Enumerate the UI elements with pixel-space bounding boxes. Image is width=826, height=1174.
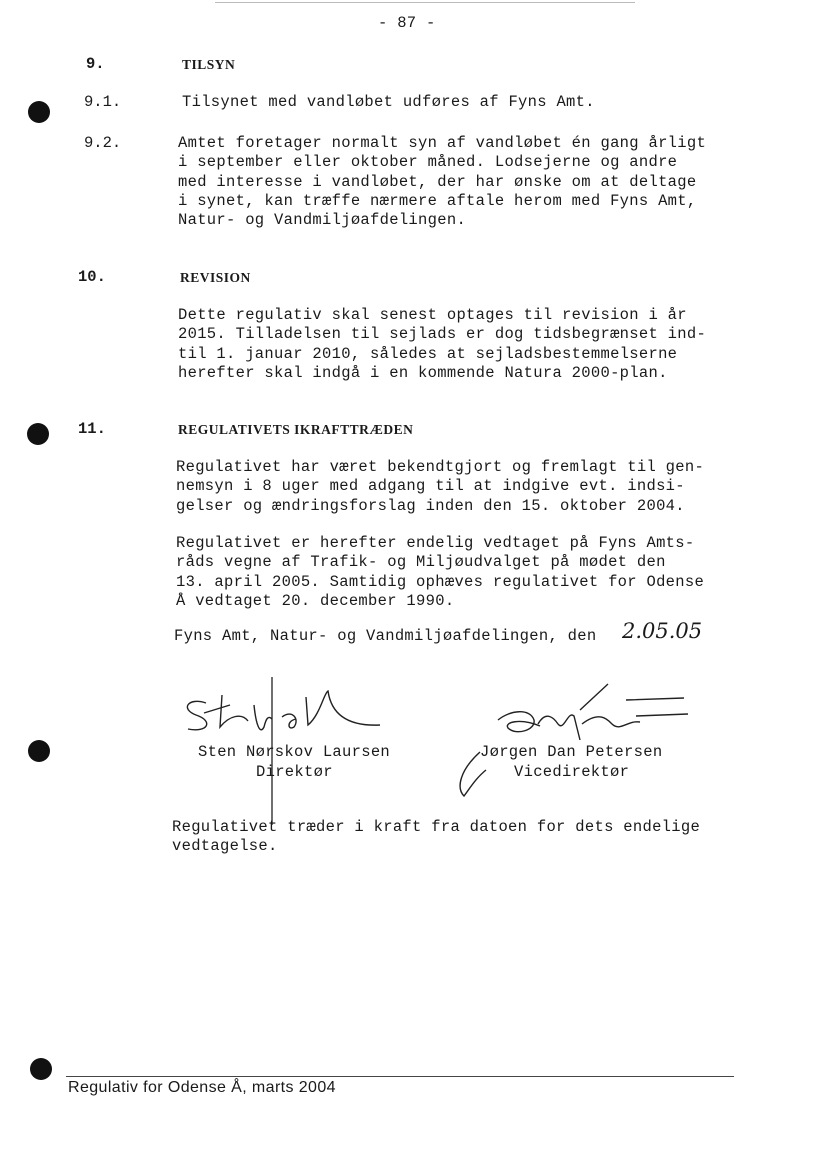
signatory-name: Sten Nørskov Laursen — [198, 743, 391, 761]
paragraph: Dette regulativ skal senest optages til revision i år 2015. Tilladelsen til sejlads er dog tidsbegrænset ind- til 1. januar 2010, således at sejladsbestemmelserne herefter skal indgå i en kommende Natura 2000-plan. — [178, 306, 707, 382]
closing-paragraph: Regulativet træder i kraft fra datoen for dets endelige vedtagelse. — [172, 818, 701, 856]
subsection-text: Tilsynet med vandløbet udføres af Fyns Amt. — [182, 93, 595, 111]
page-number: - 87 - — [378, 14, 436, 32]
signatory-title: Direktør — [256, 763, 333, 781]
section-title: REGULATIVETS IKRAFTTRÆDEN — [178, 422, 414, 437]
handwritten-date: 2.05.05 — [622, 619, 703, 643]
signature-right — [450, 680, 690, 800]
section-title: TILSYN — [182, 57, 236, 72]
signatory-name: Jørgen Dan Petersen — [480, 743, 663, 761]
signing-line: Fyns Amt, Natur- og Vandmiljøafdelingen, den — [174, 627, 597, 645]
paragraph: Regulativet er herefter endelig vedtaget på Fyns Amts- råds vegne af Trafik- og Miljøudvalget på mødet den 13. april 2005. Samtidig ophæves regulativet for Odense Å vedtaget 20. december 1990. — [176, 534, 705, 610]
footer-divider — [66, 1076, 734, 1077]
subsection-text: Amtet foretager normalt syn af vandløbet én gang årligt i september eller oktober måned. Lodsejerne og andre med interesse i vandløbet, der har ønske om at deltage i synet, kan træffe nærmere aftale herom med Fyns Amt, Natur- og Vandmiljøafdelingen. — [178, 134, 707, 230]
section-title: REVISION — [180, 270, 251, 285]
section-number: 9. — [86, 55, 105, 73]
paragraph: Regulativet har været bekendtgjort og fremlagt til gen- nemsyn i 8 uger med adgang til at indgive evt. indsi- gelser og ændringsforslag inden den 15. oktober 2004. — [176, 458, 705, 515]
punch-hole — [28, 101, 50, 123]
signatory-title: Vicedirektør — [514, 763, 630, 781]
section-number: 11. — [78, 420, 106, 438]
top-divider — [215, 2, 635, 3]
punch-hole — [30, 1058, 52, 1080]
punch-hole — [28, 740, 50, 762]
footer-text: Regulativ for Odense Å, marts 2004 — [68, 1079, 336, 1096]
subsection-number: 9.2. — [84, 134, 122, 152]
section-number: 10. — [78, 268, 106, 286]
punch-hole — [27, 423, 49, 445]
subsection-number: 9.1. — [84, 93, 122, 111]
